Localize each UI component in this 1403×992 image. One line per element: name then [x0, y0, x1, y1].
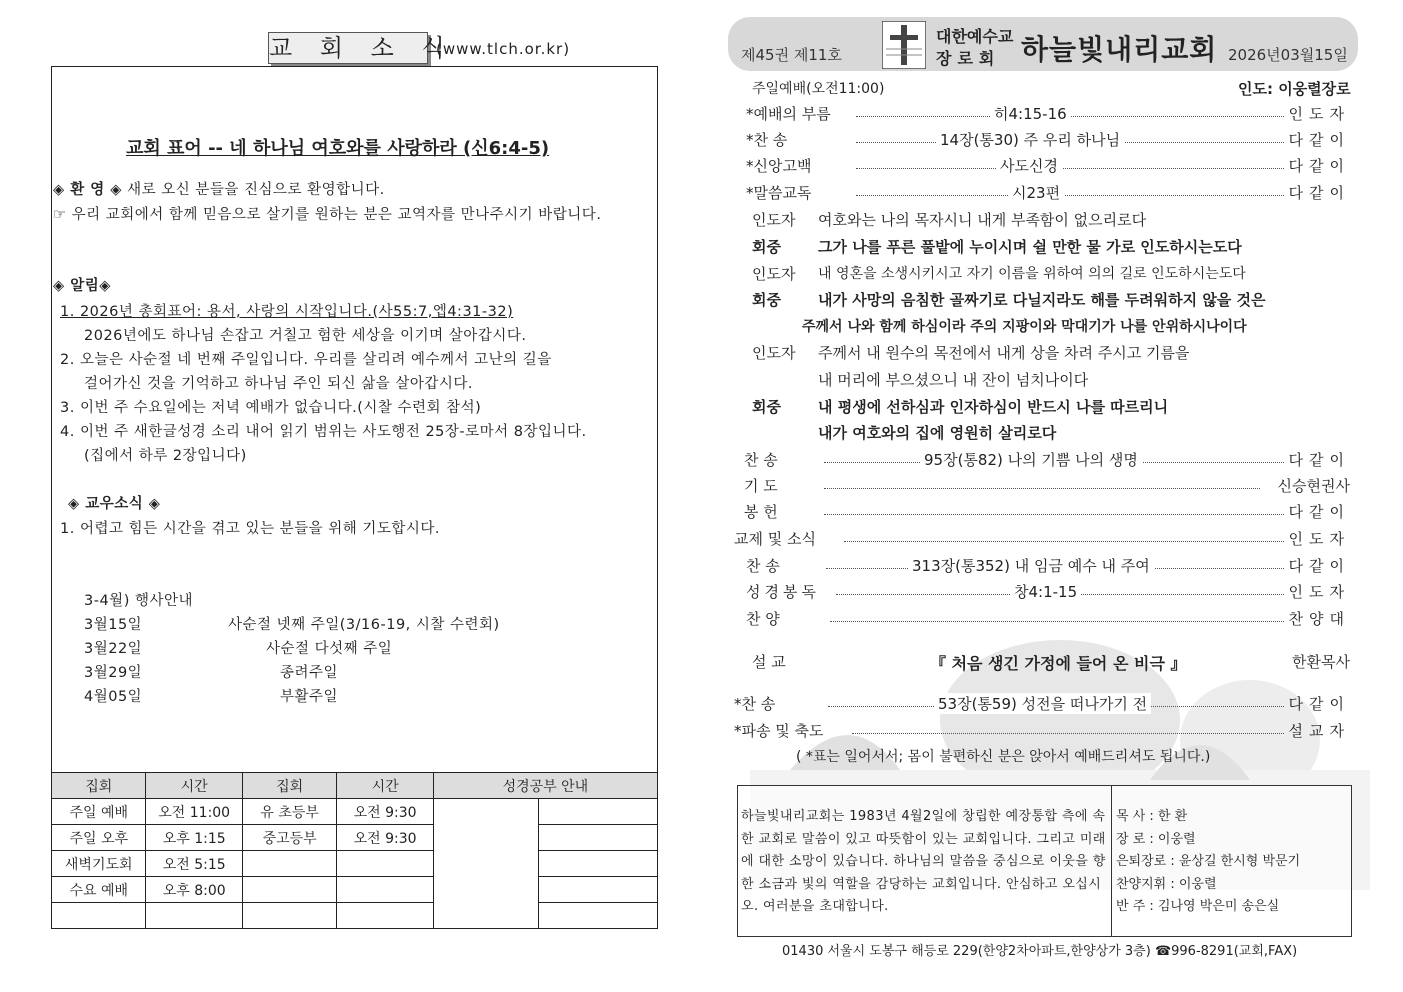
- order-row: [746, 608, 1350, 632]
- order-label: *신앙고백: [746, 157, 812, 175]
- table-cell: 주일 예배: [52, 799, 146, 825]
- event-desc: 부활주일: [280, 689, 339, 705]
- responsive-speaker: 인도자: [752, 211, 796, 229]
- church-info-box: [737, 785, 1352, 937]
- table-cell: 오전 5:15: [146, 851, 242, 877]
- order-detail: 사도신경: [996, 155, 1062, 176]
- responsive-speaker: 회중: [752, 291, 781, 309]
- table-header: 시간: [337, 773, 433, 799]
- issue-number: 제45권 제11호: [741, 46, 842, 64]
- table-cell: 오후 1:15: [146, 825, 242, 851]
- event-date: 3월15일: [84, 617, 143, 633]
- staff-list: [1116, 806, 1300, 919]
- order-label: 찬 양: [746, 610, 780, 628]
- order-who: 신승현권사: [1277, 477, 1350, 495]
- table-cell: [539, 851, 658, 877]
- table-header: 성경공부 안내: [433, 773, 657, 799]
- table-cell: [539, 825, 658, 851]
- responsive-text: 여호와는 나의 목자시니 내게 부족함이 없으리로다: [818, 211, 1147, 229]
- table-cell: [539, 903, 658, 929]
- responsive-text: 주께서 내 원수의 목전에서 내게 상을 차려 주시고 기름을: [818, 344, 1190, 362]
- table-header-row: [52, 773, 658, 799]
- church-logo-icon: [882, 21, 926, 69]
- table-cell: [146, 903, 242, 929]
- sermon-title: 『 처음 생긴 가정에 들어 온 비극 』: [930, 654, 1187, 673]
- order-label: 설 교: [752, 653, 786, 671]
- events-title: 3-4월) 행사안내: [84, 593, 193, 609]
- table-cell: [242, 877, 336, 903]
- table-cell: [242, 903, 336, 929]
- event-date: 3월29일: [84, 665, 143, 681]
- order-detail: 히4:15-16: [990, 103, 1071, 124]
- order-row: [746, 155, 1350, 179]
- responsive-speaker: 인도자: [752, 344, 796, 362]
- order-who: 다같이: [1288, 451, 1350, 469]
- responsive-text: 내가 여호와의 집에 영원히 살리로다: [818, 424, 1057, 442]
- order-detail: 14장(통30) 주 우리 하나님: [936, 129, 1124, 150]
- order-label: *찬 송: [746, 131, 788, 149]
- schedule-table: [51, 772, 658, 929]
- responsive-speaker: 인도자: [752, 265, 796, 283]
- order-row: [746, 581, 1350, 605]
- order-who: 인도자: [1288, 583, 1350, 601]
- responsive-text: 내가 사망의 음침한 골짜기로 다닐지라도 해를 두려워하지 않을 것은: [818, 291, 1266, 309]
- responsive-text: 그가 나를 푸른 풀밭에 누이시며 쉴 만한 물 가로 인도하시는도다: [818, 238, 1242, 256]
- table-cell: [337, 851, 433, 877]
- staff-item: 장 로 : 이웅렬: [1116, 831, 1196, 847]
- order-detail: 313장(통352) 내 임금 예수 내 주여: [908, 555, 1154, 576]
- order-row-sermon: [752, 651, 1350, 677]
- denomination-line-1: 대한예수교: [936, 27, 1014, 46]
- order-who: 인도자: [1288, 530, 1350, 548]
- order-row: [746, 555, 1350, 579]
- order-row: [734, 528, 1350, 552]
- welcome-text: 새로 오신 분들을 진심으로 환영합니다.: [127, 182, 385, 198]
- service-leader: 인도: 이웅렬장로: [1238, 80, 1351, 98]
- info-divider: [1111, 786, 1112, 936]
- order-label: 찬 송: [746, 557, 780, 575]
- order-who: 다같이: [1288, 131, 1350, 149]
- order-label: 기 도: [744, 477, 778, 495]
- order-label: 교제 및 소식: [734, 530, 816, 548]
- table-cell: 유 초등부: [242, 799, 336, 825]
- notice-item: 2026년에도 하나님 손잡고 거칠고 험한 세상을 이기며 살아갑시다.: [84, 328, 527, 344]
- staff-item: 찬양지휘 : 이웅렬: [1116, 876, 1217, 892]
- issue-date: 2026년03월15일: [1228, 46, 1348, 64]
- event-date: 4월05일: [84, 689, 143, 705]
- table-row: [52, 799, 658, 825]
- responsive-text: 내 평생에 선하심과 인자하심이 반드시 나를 따르리니: [818, 398, 1169, 416]
- order-label: 성경봉독: [746, 583, 820, 601]
- table-cell: [539, 799, 658, 825]
- event-desc: 사순절 넷째 주일(3/16-19, 시찰 수련회): [228, 617, 500, 633]
- order-detail: 95장(통82) 나의 기쁨 나의 생명: [920, 449, 1142, 470]
- table-cell: 중고등부: [242, 825, 336, 851]
- table-cell: [539, 877, 658, 903]
- table-header: 집회: [52, 773, 146, 799]
- order-who: 다같이: [1288, 503, 1350, 521]
- responsive-text: 주께서 나와 함께 하심이라 주의 지팡이와 막대기가 나를 안위하시나이다: [802, 319, 1247, 335]
- notice-item: (집에서 하루 2장입니다): [84, 448, 247, 464]
- denomination-line-2: 장로회: [936, 49, 1001, 68]
- table-header: 집회: [242, 773, 336, 799]
- order-detail: 53장(통59) 성전을 떠나가기 전: [934, 693, 1151, 714]
- church-name: 하늘빛내리교회: [1021, 33, 1218, 66]
- table-cell: [52, 903, 146, 929]
- order-label: 찬 송: [744, 451, 778, 469]
- order-row: [734, 720, 1350, 744]
- order-detail: 창4:1-15: [1010, 581, 1081, 602]
- order-row: [734, 693, 1350, 717]
- church-motto: 교회 표어 -- 네 하나님 여호와를 사랑하라 (신6:4-5): [126, 138, 550, 159]
- order-who: 인도자: [1288, 105, 1350, 123]
- responsive-text: 내 영혼을 소생시키시고 자기 이름을 위하여 의의 길로 인도하시는도다: [818, 266, 1246, 282]
- news-title: 교 회 소 식: [269, 34, 455, 62]
- table-cell: [337, 903, 433, 929]
- order-row: [746, 103, 1350, 127]
- order-who: 설교자: [1288, 722, 1350, 740]
- order-label: *예배의 부름: [746, 105, 831, 123]
- event-desc: 사순절 다섯째 주일: [266, 641, 393, 657]
- church-url: (www.tlch.or.kr): [436, 40, 571, 58]
- welcome-line-2: ☞ 우리 교회에서 함께 믿음으로 살기를 원하는 분은 교역자를 만나주시기 바랍니다.: [53, 207, 602, 223]
- notice-item: 걸어가신 것을 기억하고 하나님 주인 되신 삶을 살아갑시다.: [84, 376, 474, 392]
- table-cell: 수요 예배: [52, 877, 146, 903]
- welcome-line: [53, 178, 385, 199]
- order-who: 다같이: [1288, 695, 1350, 713]
- table-cell: [337, 877, 433, 903]
- order-who: 다같이: [1288, 557, 1350, 575]
- table-row: [52, 825, 658, 851]
- members-item: 1. 어렵고 힘든 시간을 겪고 있는 분들을 위해 기도합시다.: [60, 521, 440, 537]
- order-detail: 시23편: [1008, 182, 1064, 203]
- notice-item: 4. 이번 주 새한글성경 소리 내어 읽기 범위는 사도행전 25장-로마서 8장입니다.: [60, 424, 587, 440]
- order-who: 다같이: [1288, 184, 1350, 202]
- notice-item: 3. 이번 주 수요일에는 저녁 예배가 없습니다.(시찰 수련회 참석): [60, 400, 482, 416]
- notice-item: 2. 오늘은 사순절 네 번째 주일입니다. 우리를 살리려 예수께서 고난의 길을: [60, 352, 552, 368]
- event-date: 3월22일: [84, 641, 143, 657]
- order-who: 한환목사: [1292, 653, 1350, 671]
- service-title: 주일예배(오전11:00): [752, 81, 885, 97]
- order-row: [746, 129, 1350, 153]
- order-label: 봉 헌: [744, 503, 778, 521]
- order-row: [744, 501, 1350, 525]
- table-header: 시간: [146, 773, 242, 799]
- order-label: *찬 송: [734, 695, 776, 713]
- responsive-speaker: 회중: [752, 398, 781, 416]
- members-heading: ◈ 교우소식 ◈: [68, 496, 161, 512]
- table-row: [52, 877, 658, 903]
- order-who: 찬양대: [1288, 610, 1350, 628]
- staff-item: 은퇴장로 : 윤상길 한시형 박문기: [1116, 854, 1301, 869]
- table-cell: 오전 9:30: [337, 799, 433, 825]
- notice-heading: ◈ 알림◈: [53, 278, 111, 294]
- notice-item: 1. 2026년 총회표어: 용서, 사랑의 시작입니다.(사55:7,엡4:31-32): [60, 304, 514, 320]
- table-row: [52, 851, 658, 877]
- responsive-text: 내 머리에 부으셨으니 내 잔이 넘치나이다: [818, 371, 1089, 389]
- order-row: [744, 475, 1350, 499]
- table-cell: 오전 9:30: [337, 825, 433, 851]
- order-row: [746, 182, 1350, 206]
- responsive-speaker: 회중: [752, 238, 781, 256]
- table-cell: 오전 11:00: [146, 799, 242, 825]
- standing-note: ( *표는 일어서서; 몸이 불편하신 분은 앉아서 예배드리셔도 됩니다.): [796, 749, 1211, 765]
- table-cell: 새벽기도회: [52, 851, 146, 877]
- staff-item: 반 주 : 김나영 박은미 송은실: [1116, 899, 1280, 914]
- church-about: 하늘빛내리교회는 1983년 4월2일에 창립한 예장통합 측에 속한 교회로 말씀이 있고 따뜻함이 있는 교회입니다. 그리고 미래에 대한 소망이 있습니다. 하나님의 말씀을 중심으로 이웃을 향한 소금과 빛의 역할을 감당하는 교회입니다. 안심하고 오십시오. 여러분을 초대합니다.: [741, 809, 1106, 914]
- table-cell: 오후 8:00: [146, 877, 242, 903]
- table-cell: [433, 799, 539, 929]
- order-row: [744, 449, 1350, 473]
- event-desc: 종려주일: [280, 665, 339, 681]
- order-label: *말씀교독: [746, 184, 812, 202]
- staff-item: 목 사 : 한 환: [1116, 809, 1188, 824]
- table-cell: 주일 오후: [52, 825, 146, 851]
- welcome-heading: ◈ 환 영 ◈: [53, 182, 122, 198]
- table-cell: [242, 851, 336, 877]
- table-row: [52, 903, 658, 929]
- order-who: 다같이: [1288, 157, 1350, 175]
- church-address: 01430 서울시 도봉구 해등로 229(한양2차아파트,한양상가 3층) ☎996-8291(교회,FAX): [782, 944, 1298, 959]
- order-label: *파송 및 축도: [734, 722, 824, 740]
